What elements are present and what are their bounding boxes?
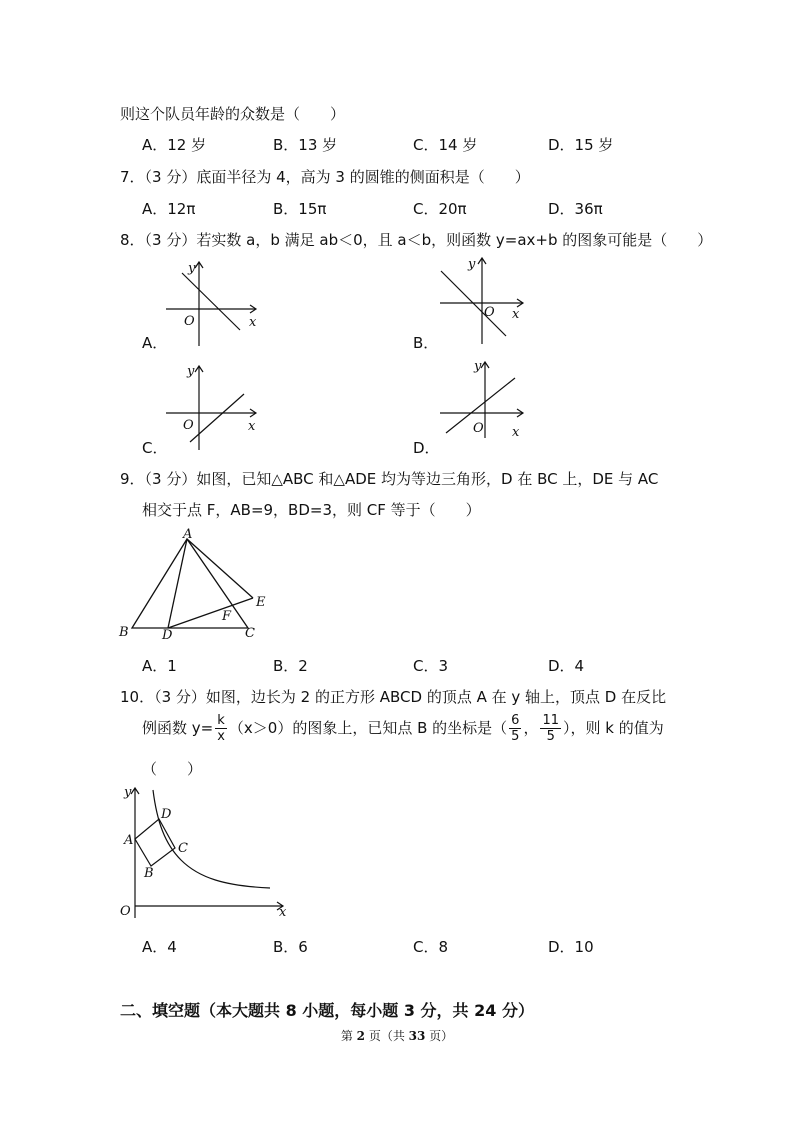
q8c-x-label: x — [248, 419, 256, 434]
page-footer — [0, 1027, 794, 1044]
q10-label-y: y — [124, 785, 132, 800]
q7-option-a: A．12π — [142, 200, 196, 218]
q10-stem-line3: （ ） — [142, 760, 203, 778]
q7-option-d: D．36π — [548, 200, 603, 218]
q9-label-d: D — [162, 628, 173, 643]
q9-label-a: A — [183, 527, 193, 542]
q10-stem-line2-c: ），则 k 的值为 — [563, 719, 664, 737]
q9-option-a: A．1 — [142, 657, 177, 675]
q9-stem-line2: 相交于点 F，AB=9，BD=3，则 CF 等于（ ） — [142, 501, 481, 519]
q10-stem-line2-a: 例函数 y= — [142, 719, 214, 737]
q8a-y-label: y — [188, 261, 196, 276]
q6-option-a: A．12 岁 — [142, 136, 207, 154]
q8-option-a: A． — [142, 334, 168, 352]
q8-option-b: B． — [413, 334, 439, 352]
q10-function-fraction — [215, 713, 227, 744]
q8b-y-label: y — [468, 257, 476, 272]
q10-b-x-den: 5 — [511, 729, 520, 744]
q9-label-c: C — [245, 626, 255, 641]
q10-b-x-num: 6 — [511, 713, 520, 728]
q8-graph-a — [160, 258, 270, 348]
q8-graph-d — [438, 358, 548, 448]
q8d-origin-label: O — [473, 421, 484, 436]
q9-stem-line1: 9．（3 分）如图，已知△ABC 和△ADE 均为等边三角形，D 在 BC 上，DE 与 AC — [120, 470, 659, 488]
q10-option-c: C．8 — [413, 938, 449, 956]
q6-option-c: C．14 岁 — [413, 136, 478, 154]
q10-b-y-num: 11 — [542, 713, 560, 728]
q6-stem-tail: 则这个队员年龄的众数是（ ） — [120, 105, 346, 123]
q9-label-e: E — [256, 595, 266, 610]
q10-func-den: x — [217, 729, 225, 744]
q9-label-f: F — [222, 609, 232, 624]
q10-option-b: B．6 — [273, 938, 308, 956]
q6-option-b: B．13 岁 — [273, 136, 338, 154]
q8c-origin-label: O — [183, 418, 194, 433]
q10-func-num: k — [215, 713, 227, 729]
q8a-x-label: x — [249, 315, 257, 330]
footer-post: 页） — [425, 1029, 454, 1043]
q10-b-sep: ， — [523, 719, 539, 737]
q9-option-d: D．4 — [548, 657, 585, 675]
q10-stem-line2 — [142, 712, 664, 744]
q10-b-x-fraction — [509, 713, 521, 744]
q8b-origin-label: O — [484, 305, 495, 320]
q8a-origin-label: O — [184, 314, 195, 329]
q8-stem: 8．（3 分）若实数 a，b 满足 ab＜0，且 a＜b，则函数 y=ax+b 的图象可能是（ ） — [120, 231, 713, 249]
footer-page-number: 2 — [356, 1029, 365, 1043]
q10-stem-line1: 10．（3 分）如图，边长为 2 的正方形 ABCD 的顶点 A 在 y 轴上，顶点 D 在反比 — [120, 688, 667, 706]
q10-label-x: x — [279, 905, 287, 920]
q10-b-y-den: 5 — [546, 729, 555, 744]
q7-option-b: B．15π — [273, 200, 327, 218]
q9-label-b: B — [119, 625, 129, 640]
q8b-x-label: x — [512, 307, 520, 322]
footer-pre: 第 — [340, 1029, 357, 1043]
q10-label-o: O — [120, 904, 131, 919]
q10-hyperbola-figure — [115, 782, 295, 922]
q6-option-d: D．15 岁 — [548, 136, 614, 154]
q8-graph-b — [438, 256, 548, 346]
q8d-y-label: y — [474, 359, 482, 374]
q8-option-c: C． — [142, 439, 168, 457]
q7-stem: 7．（3 分）底面半径为 4，高为 3 的圆锥的侧面积是（ ） — [120, 168, 530, 186]
q10-label-c: C — [178, 841, 188, 856]
q8c-y-label: y — [187, 364, 195, 379]
q10-label-a: A — [124, 833, 134, 848]
q9-triangle-figure — [115, 528, 275, 643]
q10-option-d: D．10 — [548, 938, 594, 956]
q8-graph-c — [160, 362, 270, 452]
footer-total-pages: 33 — [408, 1029, 426, 1043]
q10-label-d: D — [161, 807, 172, 822]
q10-label-b: B — [144, 866, 154, 881]
q10-b-y-fraction — [540, 713, 561, 744]
q9-option-b: B．2 — [273, 657, 308, 675]
q10-option-a: A．4 — [142, 938, 177, 956]
section-2-heading: 二、填空题（本大题共 8 小题，每小题 3 分，共 24 分） — [120, 1001, 534, 1020]
q9-option-c: C．3 — [413, 657, 449, 675]
q7-option-c: C．20π — [413, 200, 467, 218]
q8d-x-label: x — [512, 425, 520, 440]
q8-option-d: D． — [413, 439, 440, 457]
q10-stem-line2-b: （x＞0）的图象上，已知点 B 的坐标是（ — [228, 719, 508, 737]
footer-mid: 页（共 — [365, 1029, 409, 1043]
